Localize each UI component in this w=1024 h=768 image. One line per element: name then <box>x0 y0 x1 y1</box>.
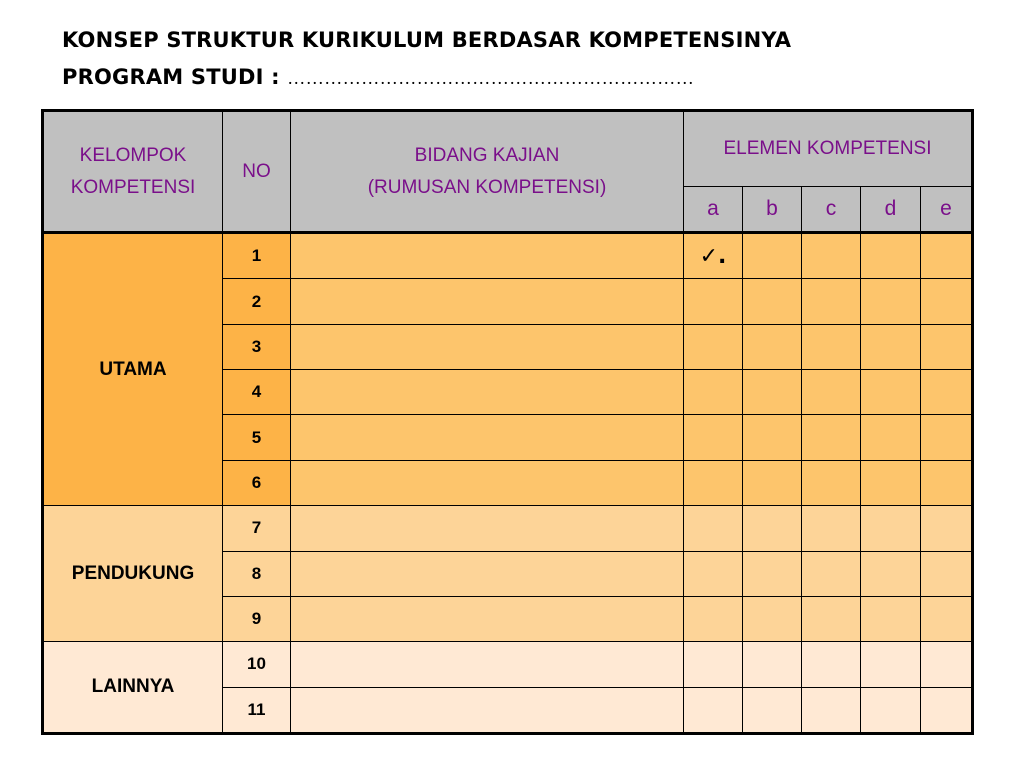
bidang-kajian-cell[interactable] <box>291 415 684 460</box>
elemen-e-cell[interactable] <box>921 642 973 687</box>
row-no: 1 <box>223 233 291 279</box>
elemen-e-cell[interactable] <box>921 506 973 551</box>
row-no: 11 <box>223 687 291 733</box>
check-mark-icon: ✓. <box>699 243 727 269</box>
header-kelompok-line2: KOMPETENSI <box>70 176 196 198</box>
header-sub-d: d <box>861 187 921 233</box>
elemen-e-cell[interactable] <box>921 596 973 641</box>
elemen-a-cell[interactable] <box>684 415 743 460</box>
elemen-c-cell[interactable] <box>802 596 861 641</box>
row-no: 9 <box>223 596 291 641</box>
header-bidang-line1: BIDANG KAJIAN <box>414 144 560 166</box>
header-no: NO <box>223 111 291 233</box>
bidang-kajian-cell[interactable] <box>291 687 684 733</box>
elemen-c-cell[interactable] <box>802 370 861 415</box>
row-no: 2 <box>223 279 291 324</box>
elemen-d-cell[interactable] <box>861 596 921 641</box>
elemen-b-cell[interactable] <box>743 551 802 596</box>
row-no: 4 <box>223 370 291 415</box>
table-row <box>43 233 973 279</box>
bidang-kajian-cell[interactable] <box>291 370 684 415</box>
header-bidang-line2: (RUMUSAN KOMPETENSI) <box>367 176 607 198</box>
elemen-c-cell[interactable] <box>802 279 861 324</box>
elemen-a-cell[interactable] <box>684 233 743 279</box>
elemen-e-cell[interactable] <box>921 551 973 596</box>
elemen-c-cell[interactable] <box>802 551 861 596</box>
elemen-e-cell[interactable] <box>921 370 973 415</box>
group-lainnya: LAINNYA <box>43 642 223 734</box>
elemen-a-cell[interactable] <box>684 551 743 596</box>
elemen-b-cell[interactable] <box>743 687 802 733</box>
row-no: 5 <box>223 415 291 460</box>
elemen-a-cell[interactable] <box>684 687 743 733</box>
elemen-b-cell[interactable] <box>743 596 802 641</box>
curriculum-table <box>41 109 974 735</box>
header-bidang-kajian <box>291 111 684 233</box>
elemen-c-cell[interactable] <box>802 233 861 279</box>
elemen-d-cell[interactable] <box>861 370 921 415</box>
program-studi-blank: ………………………………………………………… <box>287 68 695 88</box>
elemen-d-cell[interactable] <box>861 460 921 505</box>
bidang-kajian-cell[interactable] <box>291 324 684 369</box>
bidang-kajian-cell[interactable] <box>291 506 684 551</box>
elemen-d-cell[interactable] <box>861 324 921 369</box>
elemen-b-cell[interactable] <box>743 506 802 551</box>
row-no: 6 <box>223 460 291 505</box>
elemen-a-cell[interactable] <box>684 324 743 369</box>
elemen-d-cell[interactable] <box>861 551 921 596</box>
elemen-c-cell[interactable] <box>802 460 861 505</box>
elemen-a-cell[interactable] <box>684 279 743 324</box>
row-no: 3 <box>223 324 291 369</box>
elemen-b-cell[interactable] <box>743 460 802 505</box>
elemen-d-cell[interactable] <box>861 687 921 733</box>
group-pendukung: PENDUKUNG <box>43 506 223 642</box>
bidang-kajian-cell[interactable] <box>291 233 684 279</box>
elemen-a-cell[interactable] <box>684 596 743 641</box>
elemen-b-cell[interactable] <box>743 279 802 324</box>
elemen-e-cell[interactable] <box>921 415 973 460</box>
elemen-d-cell[interactable] <box>861 233 921 279</box>
title-line-1: KONSEP STRUKTUR KURIKULUM BERDASAR KOMPETENSINYA <box>62 28 792 52</box>
row-no: 10 <box>223 642 291 687</box>
bidang-kajian-cell[interactable] <box>291 642 684 687</box>
elemen-a-cell[interactable] <box>684 642 743 687</box>
header-kelompok-line1: KELOMPOK <box>79 144 187 166</box>
bidang-kajian-cell[interactable] <box>291 551 684 596</box>
elemen-c-cell[interactable] <box>802 506 861 551</box>
group-utama: UTAMA <box>43 233 223 506</box>
table-row <box>43 506 973 551</box>
header-sub-e: e <box>921 187 973 233</box>
elemen-e-cell[interactable] <box>921 233 973 279</box>
elemen-d-cell[interactable] <box>861 506 921 551</box>
elemen-c-cell[interactable] <box>802 687 861 733</box>
elemen-c-cell[interactable] <box>802 415 861 460</box>
header-kelompok-kompetensi <box>43 111 223 233</box>
elemen-c-cell[interactable] <box>802 642 861 687</box>
elemen-b-cell[interactable] <box>743 415 802 460</box>
program-studi-label: PROGRAM STUDI : <box>62 65 280 89</box>
elemen-a-cell[interactable] <box>684 370 743 415</box>
elemen-b-cell[interactable] <box>743 642 802 687</box>
elemen-e-cell[interactable] <box>921 687 973 733</box>
elemen-a-cell[interactable] <box>684 506 743 551</box>
elemen-a-cell[interactable] <box>684 460 743 505</box>
row-no: 7 <box>223 506 291 551</box>
elemen-d-cell[interactable] <box>861 415 921 460</box>
elemen-e-cell[interactable] <box>921 324 973 369</box>
elemen-e-cell[interactable] <box>921 279 973 324</box>
elemen-d-cell[interactable] <box>861 642 921 687</box>
row-no: 8 <box>223 551 291 596</box>
header-elemen-kompetensi: ELEMEN KOMPETENSI <box>684 111 973 187</box>
elemen-b-cell[interactable] <box>743 233 802 279</box>
elemen-c-cell[interactable] <box>802 324 861 369</box>
elemen-b-cell[interactable] <box>743 324 802 369</box>
title-line-2 <box>62 59 791 97</box>
table-row <box>43 642 973 687</box>
document-title <box>62 22 791 97</box>
elemen-b-cell[interactable] <box>743 370 802 415</box>
bidang-kajian-cell[interactable] <box>291 596 684 641</box>
header-sub-a: a <box>684 187 743 233</box>
elemen-d-cell[interactable] <box>861 279 921 324</box>
bidang-kajian-cell[interactable] <box>291 279 684 324</box>
elemen-e-cell[interactable] <box>921 460 973 505</box>
header-sub-b: b <box>743 187 802 233</box>
bidang-kajian-cell[interactable] <box>291 460 684 505</box>
header-sub-c: c <box>802 187 861 233</box>
